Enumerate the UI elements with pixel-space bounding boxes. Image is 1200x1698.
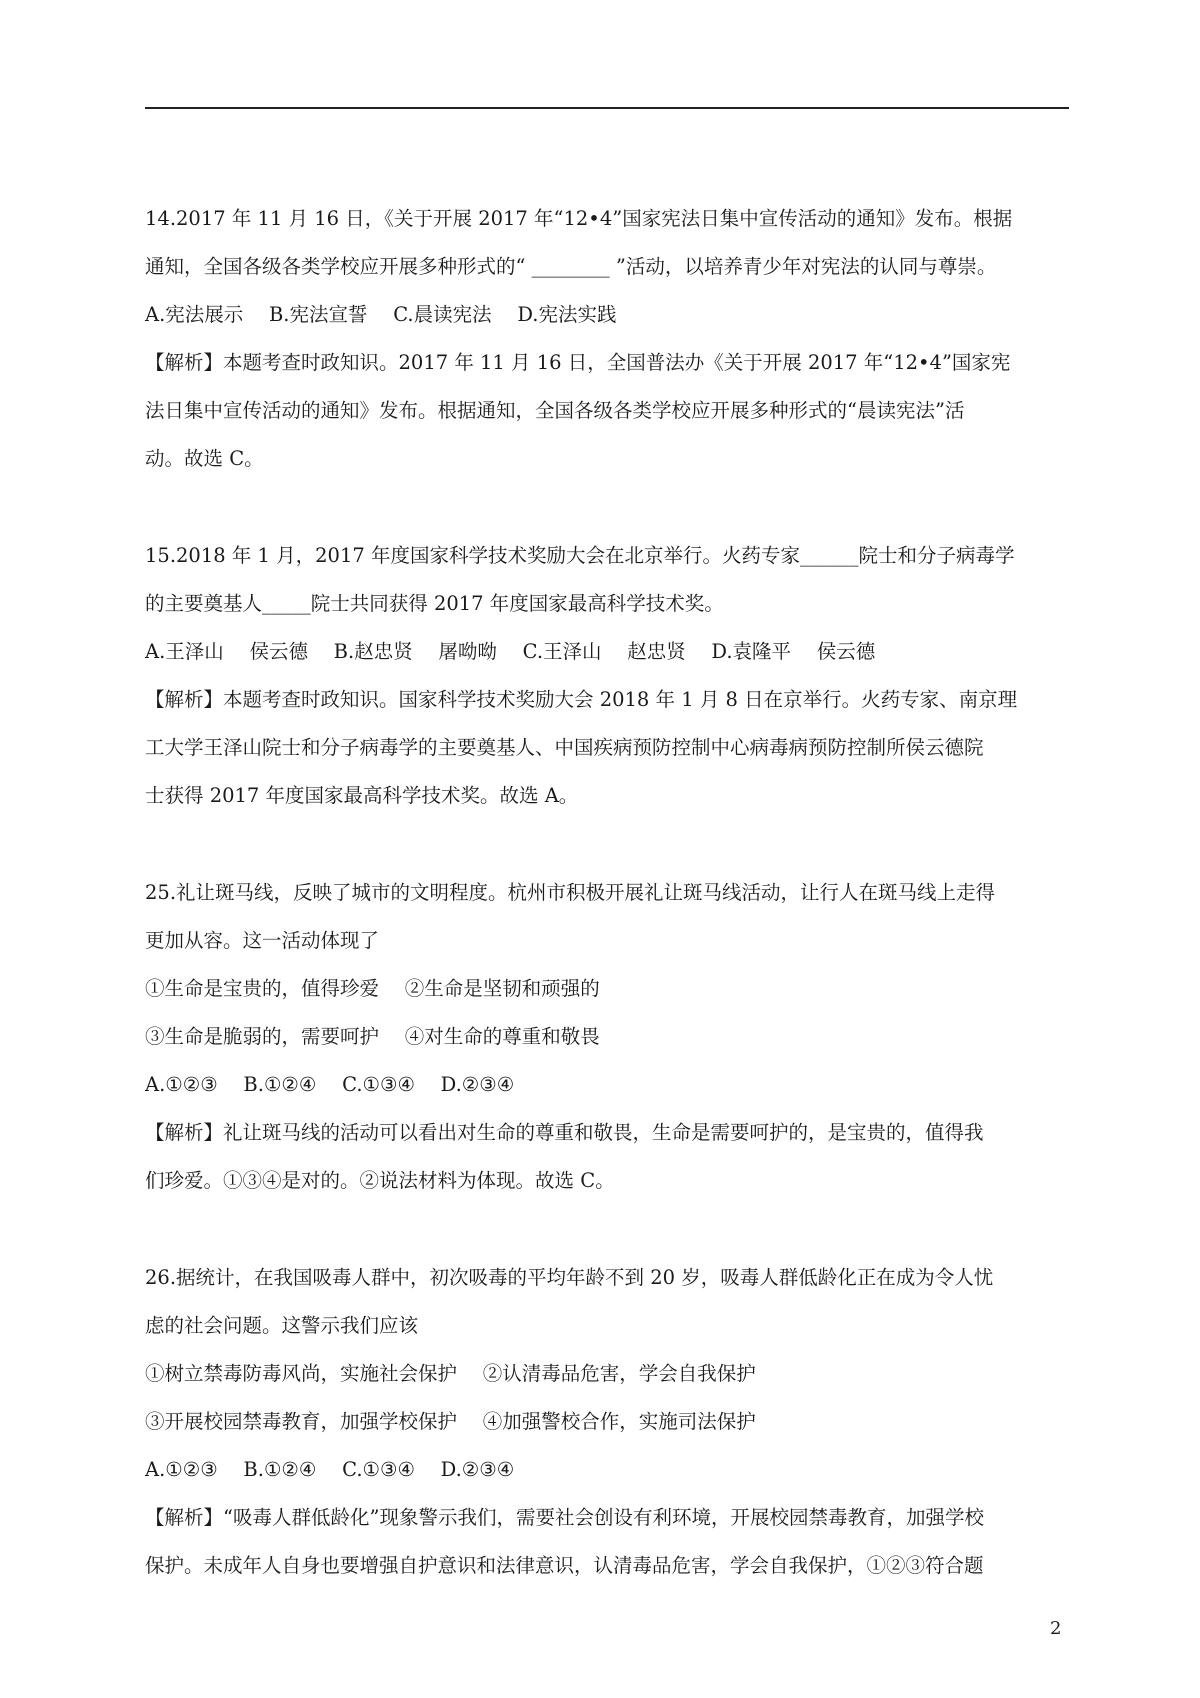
answer-options: A.①②③ B.①②④ C.①③④ D.②③④	[145, 1458, 515, 1481]
analysis-text: 【解析】礼让斑马线的活动可以看出对生命的尊重和敬畏，生命是需要呵护的，是宝贵的，值得我	[145, 1121, 984, 1144]
analysis-text: 法日集中宣传活动的通知》发布。根据通知，全国各级各类学校应开展多种形式的“晨读宪法”活	[145, 399, 965, 422]
analysis-text: 保护。未成年人自身也要增强自护意识和法律意识，认清毒品危害，学会自我保护，①②③符合题	[145, 1554, 984, 1577]
answer-options: A.王泽山 侯云德 B.赵忠贤 屠呦呦 C.王泽山 赵忠贤 D.袁隆平 侯云德	[145, 640, 876, 663]
analysis-text: 【解析】本题考查时政知识。国家科学技术奖励大会 2018 年 1 月 8 日在京举行。火药专家、南京理	[145, 688, 1018, 711]
answer-options: A.①②③ B.①②④ C.①③④ D.②③④	[145, 1073, 515, 1096]
question-text: 25.礼让斑马线，反映了城市的文明程度。杭州市积极开展礼让斑马线活动，让行人在斑马线上走得	[145, 881, 996, 904]
spacer	[145, 820, 1069, 869]
question-text: 虑的社会问题。这警示我们应该	[145, 1314, 419, 1337]
statement-list: ③开展校园禁毒教育，加强学校保护 ④加强警校合作，实施司法保护	[145, 1410, 756, 1433]
analysis-text: 士获得 2017 年度国家最高科学技术奖。故选 A。	[145, 784, 579, 807]
question-15	[145, 532, 1069, 820]
statement-list: ①树立禁毒防毒风尚，实施社会保护 ②认清毒品危害，学会自我保护	[145, 1362, 756, 1385]
question-25	[145, 869, 1069, 1205]
question-text: 通知，全国各级各类学校应开展多种形式的“ ________ ”活动，以培养青少年对宪法的认同与尊崇。	[145, 255, 997, 278]
page-content	[145, 195, 1069, 1590]
question-26	[145, 1254, 1069, 1590]
header-rule	[145, 107, 1069, 109]
question-text: 26.据统计，在我国吸毒人群中，初次吸毒的平均年龄不到 20 岁，吸毒人群低龄化正在成为令人忧	[145, 1266, 994, 1289]
analysis-text: 动。故选 C。	[145, 447, 264, 470]
statement-list: ③生命是脆弱的，需要呵护 ④对生命的尊重和敬畏	[145, 1025, 600, 1048]
question-text: 15.2018 年 1 月，2017 年度国家科学技术奖励大会在北京举行。火药专家______院士和分子病毒学	[145, 544, 1015, 567]
question-14	[145, 195, 1069, 483]
page-number: 2	[1050, 1618, 1062, 1639]
question-text: 更加从容。这一活动体现了	[145, 929, 380, 952]
question-text: 的主要奠基人_____院士共同获得 2017 年度国家最高科学技术奖。	[145, 592, 724, 615]
analysis-text: 工大学王泽山院士和分子病毒学的主要奠基人、中国疾病预防控制中心病毒病预防控制所侯云德院	[145, 736, 984, 759]
spacer	[145, 1205, 1069, 1254]
analysis-text: 们珍爱。①③④是对的。②说法材料为体现。故选 C。	[145, 1169, 615, 1192]
statement-list: ①生命是宝贵的，值得珍爱 ②生命是坚韧和顽强的	[145, 977, 600, 1000]
analysis-text: 【解析】“吸毒人群低龄化”现象警示我们，需要社会创设有利环境，开展校园禁毒教育，加强学校	[145, 1506, 984, 1529]
analysis-text: 【解析】本题考查时政知识。2017 年 11 月 16 日，全国普法办《关于开展 2017 年“12•4”国家宪	[145, 351, 1011, 374]
question-text: 14.2017 年 11 月 16 日，《关于开展 2017 年“12•4”国家宪法日集中宣传活动的通知》发布。根据	[145, 207, 1013, 230]
spacer	[145, 483, 1069, 532]
answer-options: A.宪法展示 B.宪法宣誓 C.晨读宪法 D.宪法实践	[145, 303, 617, 326]
